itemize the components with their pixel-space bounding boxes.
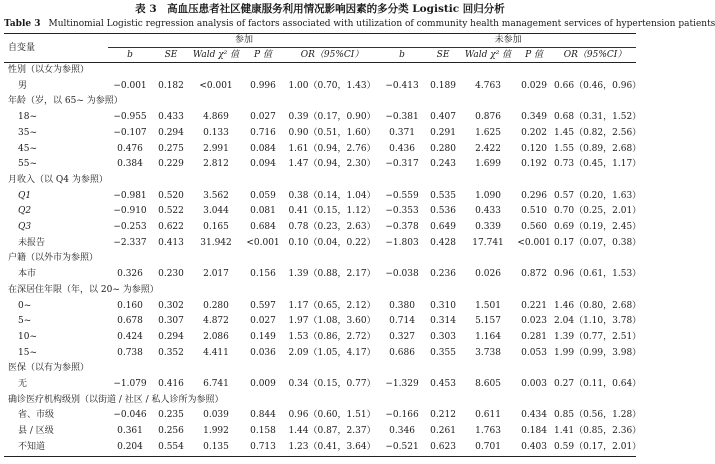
cell-g1-col4: 0.78（0.23，2.63） bbox=[288, 222, 376, 233]
cell-g1-col2: 2.812 bbox=[203, 159, 229, 170]
cell-g1-col1: 0.554 bbox=[152, 440, 190, 456]
table-row bbox=[4, 330, 636, 346]
cell-g2-col4: 2.04（1.10，3.78） bbox=[554, 316, 642, 327]
cell-g1-col3: 0.009 bbox=[250, 379, 276, 390]
cell-g1-col2: 0.135 bbox=[190, 440, 242, 456]
row-label: 18~ bbox=[18, 112, 37, 123]
column-header-g1-4: OR（95%CI） bbox=[284, 48, 380, 63]
column-header-g2-4: OR（95%CI） bbox=[554, 48, 636, 63]
section-label: 性别（以女为参照） bbox=[8, 65, 90, 75]
row-label: 55~ bbox=[18, 159, 37, 170]
cell-g1-col0: 0.160 bbox=[117, 300, 143, 311]
row-label: 本市 bbox=[18, 269, 37, 280]
cell-g1-col3: 0.996 bbox=[250, 80, 276, 91]
cell-g1-col4: 1.61（0.94，2.76） bbox=[288, 143, 376, 154]
cell-g1-col0: −0.253 bbox=[113, 222, 147, 233]
group-header-participated: 参加 bbox=[108, 34, 380, 48]
cell-g2-col3: 0.053 bbox=[521, 347, 547, 358]
cell-g1-col3: 0.094 bbox=[250, 159, 276, 170]
cell-g2-col4: 1.45（0.82，2.56） bbox=[554, 127, 642, 138]
table-row bbox=[4, 408, 636, 424]
cell-g2-col2: 5.157 bbox=[475, 316, 501, 327]
cell-g1-col4: 2.09（1.05，4.17） bbox=[288, 347, 376, 358]
cell-g1-col4: 0.96（0.60，1.51） bbox=[288, 410, 376, 421]
cell-g2-col1: 0.310 bbox=[430, 300, 456, 311]
cell-g1-col0: −0.046 bbox=[113, 410, 147, 421]
cell-g1-col1: 0.433 bbox=[158, 112, 184, 123]
cell-g2-col2: 2.422 bbox=[475, 143, 501, 154]
group-header-not-participated: 未参加 bbox=[380, 34, 636, 48]
cell-g2-col4: 1.55（0.89，2.68） bbox=[554, 143, 642, 154]
cell-g2-col3: 0.023 bbox=[521, 316, 547, 327]
section-label: 月收入（以 Q4 为参照） bbox=[8, 174, 108, 185]
table-row bbox=[4, 157, 636, 173]
regression-table bbox=[4, 33, 642, 457]
section-label: 医保（以有为参照） bbox=[8, 363, 90, 374]
cell-g1-col2: 31.942 bbox=[200, 237, 232, 248]
cell-g1-col0: 0.476 bbox=[117, 143, 143, 154]
column-header-g1-0: b bbox=[108, 48, 152, 63]
cell-g1-col2: 2.086 bbox=[203, 331, 229, 342]
cell-g2-col0: −1.803 bbox=[385, 237, 419, 248]
cell-g2-col4: 0.27（0.11，0.64） bbox=[554, 379, 642, 390]
row-label: 省、市级 bbox=[18, 410, 55, 421]
cell-g1-col1: 0.413 bbox=[158, 237, 184, 248]
cell-g2-col0: 0.327 bbox=[389, 331, 415, 342]
cell-g2-col1: 0.535 bbox=[430, 190, 456, 201]
cell-g2-col0: −0.166 bbox=[385, 410, 419, 421]
cell-g2-col4: 0.85（0.56，1.28） bbox=[554, 410, 642, 421]
cell-g2-col2: 0.701 bbox=[462, 440, 514, 456]
cell-g2-col4: 1.39（0.77，2.51） bbox=[554, 331, 642, 342]
cell-g1-col0: −0.107 bbox=[113, 127, 147, 138]
column-header-g1-3: P 值 bbox=[242, 48, 284, 63]
cell-g1-col0: −1.079 bbox=[113, 379, 147, 390]
cell-g1-col2: 6.741 bbox=[203, 379, 229, 390]
row-label: 10~ bbox=[18, 331, 37, 342]
cell-g2-col2: 1.625 bbox=[475, 127, 501, 138]
row-label: 男 bbox=[18, 80, 28, 91]
cell-g2-col1: 0.649 bbox=[430, 222, 456, 233]
cell-g2-col1: 0.314 bbox=[430, 316, 456, 327]
table-row bbox=[4, 204, 636, 220]
cell-g2-col1: 0.212 bbox=[430, 410, 456, 421]
section-row bbox=[4, 283, 636, 299]
cell-g2-col1: 0.536 bbox=[430, 206, 456, 217]
cell-g1-col3: 0.081 bbox=[250, 206, 276, 217]
cell-g2-col1: 0.236 bbox=[430, 269, 456, 280]
cell-g1-col4: 1.44（0.87，2.37） bbox=[288, 426, 376, 437]
cell-g2-col3: 0.202 bbox=[521, 127, 547, 138]
cell-g1-col4: 0.39（0.17，0.90） bbox=[288, 112, 376, 123]
cell-g2-col4: 0.66（0.46，0.96） bbox=[554, 80, 642, 91]
row-label: 未报告 bbox=[18, 237, 46, 248]
table-row bbox=[4, 110, 636, 126]
cell-g1-col3: 0.084 bbox=[250, 143, 276, 154]
cell-g2-col2: 17.741 bbox=[472, 237, 504, 248]
section-row bbox=[4, 393, 636, 409]
cell-g2-col1: 0.623 bbox=[424, 440, 462, 456]
cell-g1-col2: 0.133 bbox=[203, 127, 229, 138]
cell-g2-col2: 1.699 bbox=[475, 159, 501, 170]
cell-g2-col2: 1.164 bbox=[475, 331, 501, 342]
cell-g2-col4: 0.70（0.25，2.01） bbox=[554, 206, 642, 217]
cell-g1-col3: 0.059 bbox=[250, 190, 276, 201]
cell-g1-col3: 0.149 bbox=[250, 331, 276, 342]
cell-g2-col4: 0.96（0.61，1.53） bbox=[554, 269, 642, 280]
cell-g1-col1: 0.235 bbox=[158, 410, 184, 421]
cell-g1-col4: 1.23（0.41，3.64） bbox=[284, 440, 380, 456]
header-group-row bbox=[4, 34, 636, 48]
cell-g1-col1: 0.229 bbox=[158, 159, 184, 170]
cell-g1-col3: 0.597 bbox=[250, 300, 276, 311]
section-label: 年龄（岁，以 65~ 为参照） bbox=[8, 96, 123, 107]
cell-g2-col4: 0.69（0.19，2.45） bbox=[554, 222, 642, 233]
cell-g2-col0: −0.413 bbox=[385, 80, 419, 91]
cell-g2-col3: 0.403 bbox=[514, 440, 554, 456]
table-row bbox=[4, 424, 636, 440]
row-label: 35~ bbox=[18, 127, 37, 138]
cell-g2-col0: −0.521 bbox=[380, 440, 424, 456]
row-label: 0~ bbox=[18, 300, 32, 311]
cell-g1-col4: 0.41（0.15，1.12） bbox=[288, 206, 376, 217]
cell-g2-col0: −0.317 bbox=[385, 159, 419, 170]
cell-g2-col2: 3.738 bbox=[475, 347, 501, 358]
cell-g2-col3: 0.281 bbox=[521, 331, 547, 342]
cell-g1-col4: 1.97（1.08，3.60） bbox=[288, 316, 376, 327]
column-header-g2-3: P 值 bbox=[514, 48, 554, 63]
table-label: Table 3 bbox=[4, 19, 41, 29]
cell-g1-col1: 0.520 bbox=[158, 190, 184, 201]
cell-g1-col2: 2.017 bbox=[203, 269, 229, 280]
table-row bbox=[4, 314, 636, 330]
cell-g2-col0: −0.559 bbox=[385, 190, 419, 201]
cell-g2-col3: 0.434 bbox=[521, 410, 547, 421]
cell-g1-col2: 4.872 bbox=[203, 316, 229, 327]
cell-g2-col3: 0.560 bbox=[521, 222, 547, 233]
cell-g1-col2: 4.869 bbox=[203, 112, 229, 123]
cell-g2-col1: 0.453 bbox=[430, 379, 456, 390]
cell-g1-col1: 0.230 bbox=[158, 269, 184, 280]
cell-g2-col1: 0.291 bbox=[430, 127, 456, 138]
cell-g1-col4: 1.00（0.70，1.43） bbox=[288, 80, 376, 91]
table-row bbox=[4, 189, 636, 205]
cell-g2-col3: 0.003 bbox=[521, 379, 547, 390]
cell-g2-col3: 0.192 bbox=[521, 159, 547, 170]
cell-g2-col4: 1.46（0.80，2.68） bbox=[554, 300, 642, 311]
table-row bbox=[4, 79, 636, 95]
cell-g2-col4: 1.41（0.85，2.36） bbox=[554, 426, 642, 437]
cell-g2-col4: 1.99（0.99，3.98） bbox=[554, 347, 642, 358]
cell-g1-col0: 0.326 bbox=[117, 269, 143, 280]
cell-g2-col0: 0.714 bbox=[389, 316, 415, 327]
column-header-g2-0: b bbox=[380, 48, 424, 63]
cell-g1-col1: 0.352 bbox=[158, 347, 184, 358]
section-label: 户籍（以外市为参照） bbox=[8, 253, 99, 264]
column-header-g2-2: Wald χ² 值 bbox=[462, 48, 514, 63]
row-label: Q3 bbox=[18, 222, 32, 233]
cell-g1-col3: 0.713 bbox=[242, 440, 284, 456]
cell-g1-col4: 1.39（0.88，2.17） bbox=[288, 269, 376, 280]
cell-g2-col2: 1.501 bbox=[475, 300, 501, 311]
cell-g2-col2: 0.611 bbox=[475, 410, 501, 421]
cell-g1-col1: 0.294 bbox=[158, 127, 184, 138]
section-row bbox=[4, 173, 636, 189]
table-row bbox=[4, 142, 636, 158]
table-title-chinese: 表 3 高血压患者社区健康服务利用情况影响因素的多分类 Logistic 回归分析 bbox=[135, 3, 505, 15]
cell-g1-col3: 0.716 bbox=[250, 127, 276, 138]
cell-g2-col3: 0.221 bbox=[521, 300, 547, 311]
cell-g2-col1: 0.243 bbox=[430, 159, 456, 170]
cell-g2-col0: 0.436 bbox=[389, 143, 415, 154]
cell-g1-col0: −0.955 bbox=[113, 112, 147, 123]
cell-g1-col4: 1.53（0.86，2.72） bbox=[288, 331, 376, 342]
cell-g2-col3: 0.510 bbox=[521, 206, 547, 217]
cell-g1-col2: 0.280 bbox=[203, 300, 229, 311]
section-label: 在深居住年限（年，以 20~ 为参照） bbox=[8, 284, 159, 295]
section-row bbox=[4, 251, 636, 267]
cell-g2-col1: 0.189 bbox=[430, 80, 456, 91]
cell-g2-col2: 8.605 bbox=[475, 379, 501, 390]
cell-g1-col2: 4.411 bbox=[203, 347, 229, 358]
cell-g2-col1: 0.355 bbox=[430, 347, 456, 358]
table-row bbox=[4, 377, 636, 393]
cell-g2-col0: 0.686 bbox=[389, 347, 415, 358]
cell-g1-col1: 0.522 bbox=[158, 206, 184, 217]
cell-g1-col1: 0.294 bbox=[158, 331, 184, 342]
cell-g1-col1: 0.302 bbox=[158, 300, 184, 311]
cell-g2-col4: 0.73（0.45，1.17） bbox=[554, 159, 642, 170]
cell-g1-col4: 0.90（0.51，1.60） bbox=[288, 127, 376, 138]
cell-g1-col0: 0.384 bbox=[117, 159, 143, 170]
row-label: 5~ bbox=[18, 316, 32, 327]
cell-g1-col0: −0.981 bbox=[113, 190, 147, 201]
cell-g2-col1: 0.280 bbox=[430, 143, 456, 154]
cell-g1-col2: 1.992 bbox=[203, 426, 229, 437]
row-label: 不知道 bbox=[4, 440, 108, 456]
cell-g1-col4: 1.47（0.94，2.30） bbox=[288, 159, 376, 170]
cell-g1-col2: 3.562 bbox=[203, 190, 229, 201]
cell-g2-col2: 0.433 bbox=[475, 206, 501, 217]
cell-g1-col1: 0.275 bbox=[158, 143, 184, 154]
row-label: 无 bbox=[18, 379, 28, 390]
table-row bbox=[4, 267, 636, 283]
cell-g2-col0: −1.329 bbox=[385, 379, 419, 390]
row-label: 15~ bbox=[18, 347, 37, 358]
cell-g1-col2: <0.001 bbox=[199, 80, 233, 91]
cell-g1-col0: 0.204 bbox=[108, 440, 152, 456]
column-header-g1-2: Wald χ² 值 bbox=[190, 48, 242, 63]
cell-g1-col3: 0.036 bbox=[250, 347, 276, 358]
cell-g1-col4: 0.10（0.04，0.22） bbox=[288, 237, 376, 248]
cell-g1-col0: 0.424 bbox=[117, 331, 143, 342]
table-title-english bbox=[4, 18, 715, 30]
section-label: 确诊医疗机构级别（以街道 / 社区 / 私人诊所为参照） bbox=[8, 394, 224, 405]
cell-g1-col0: 0.738 bbox=[117, 347, 143, 358]
cell-g2-col0: 0.346 bbox=[389, 426, 415, 437]
cell-g2-col0: −0.378 bbox=[385, 222, 419, 233]
cell-g2-col2: 0.026 bbox=[475, 269, 501, 280]
cell-g1-col1: 0.307 bbox=[158, 316, 184, 327]
cell-g2-col2: 1.763 bbox=[475, 426, 501, 437]
cell-g1-col3: 0.844 bbox=[250, 410, 276, 421]
table-body bbox=[4, 63, 642, 457]
table-row bbox=[4, 236, 636, 252]
table-row bbox=[4, 346, 636, 362]
cell-g1-col3: 0.684 bbox=[250, 222, 276, 233]
cell-g1-col1: 0.622 bbox=[158, 222, 184, 233]
cell-g1-col2: 3.044 bbox=[203, 206, 229, 217]
table-row bbox=[4, 440, 636, 456]
cell-g2-col3: 0.349 bbox=[521, 112, 547, 123]
cell-g1-col2: 0.039 bbox=[203, 410, 229, 421]
section-row bbox=[4, 63, 636, 79]
cell-g1-col0: −0.001 bbox=[113, 80, 147, 91]
cell-g2-col2: 1.090 bbox=[475, 190, 501, 201]
cell-g1-col0: 0.361 bbox=[117, 426, 143, 437]
cell-g2-col2: 0.339 bbox=[475, 222, 501, 233]
cell-g2-col0: −0.038 bbox=[385, 269, 419, 280]
cell-g1-col3: 0.027 bbox=[250, 112, 276, 123]
cell-g1-col2: 2.991 bbox=[203, 143, 229, 154]
section-row bbox=[4, 361, 636, 377]
cell-g2-col3: 0.184 bbox=[521, 426, 547, 437]
cell-g2-col0: 0.380 bbox=[389, 300, 415, 311]
table-row bbox=[4, 126, 636, 142]
cell-g2-col4: 0.68（0.31，1.52） bbox=[554, 112, 642, 123]
cell-g2-col1: 0.428 bbox=[430, 237, 456, 248]
cell-g2-col1: 0.261 bbox=[430, 426, 456, 437]
cell-g2-col0: 0.371 bbox=[389, 127, 415, 138]
cell-g2-col4: 0.17（0.07，0.38） bbox=[554, 237, 642, 248]
cell-g1-col4: 1.17（0.65，2.12） bbox=[288, 300, 376, 311]
cell-g1-col1: 0.182 bbox=[158, 80, 184, 91]
cell-g2-col2: 4.763 bbox=[475, 80, 501, 91]
cell-g2-col1: 0.407 bbox=[430, 112, 456, 123]
cell-g1-col3: 0.158 bbox=[250, 426, 276, 437]
cell-g2-col3: <0.001 bbox=[517, 237, 551, 248]
table-title-english-text: Multinomial Logistic regression analysis of factors associated with utilization of community health management services of hypertension patients bbox=[48, 19, 715, 29]
section-row bbox=[4, 94, 636, 110]
cell-g2-col4: 0.57（0.20，1.63） bbox=[554, 190, 642, 201]
cell-g1-col1: 0.256 bbox=[158, 426, 184, 437]
cell-g2-col3: 0.120 bbox=[521, 143, 547, 154]
cell-g1-col0: −2.337 bbox=[113, 237, 147, 248]
row-label: 45~ bbox=[18, 143, 37, 154]
cell-g2-col4: 0.59（0.17，2.01） bbox=[554, 440, 636, 456]
row-label: 县 / 区级 bbox=[18, 426, 54, 437]
column-header-g2-1: SE bbox=[424, 48, 462, 63]
cell-g1-col3: <0.001 bbox=[246, 237, 280, 248]
cell-g1-col0: 0.678 bbox=[117, 316, 143, 327]
cell-g2-col3: 0.029 bbox=[521, 80, 547, 91]
cell-g1-col0: −0.910 bbox=[113, 206, 147, 217]
cell-g1-col4: 0.38（0.14，1.04） bbox=[288, 190, 376, 201]
column-header-g1-1: SE bbox=[152, 48, 190, 63]
variable-header: 自变量 bbox=[4, 34, 108, 63]
row-label: Q1 bbox=[18, 190, 32, 201]
cell-g2-col3: 0.872 bbox=[521, 269, 547, 280]
table-row bbox=[4, 220, 636, 236]
cell-g2-col1: 0.303 bbox=[430, 331, 456, 342]
cell-g2-col0: −0.381 bbox=[385, 112, 419, 123]
row-label: Q2 bbox=[18, 206, 32, 217]
cell-g2-col0: −0.353 bbox=[385, 206, 419, 217]
cell-g1-col3: 0.156 bbox=[250, 269, 276, 280]
table-row bbox=[4, 299, 636, 315]
cell-g1-col2: 0.165 bbox=[203, 222, 229, 233]
cell-g1-col1: 0.416 bbox=[158, 379, 184, 390]
cell-g2-col2: 0.876 bbox=[475, 112, 501, 123]
cell-g2-col3: 0.296 bbox=[521, 190, 547, 201]
cell-g1-col4: 0.34（0.15，0.77） bbox=[288, 379, 376, 390]
cell-g1-col3: 0.027 bbox=[250, 316, 276, 327]
